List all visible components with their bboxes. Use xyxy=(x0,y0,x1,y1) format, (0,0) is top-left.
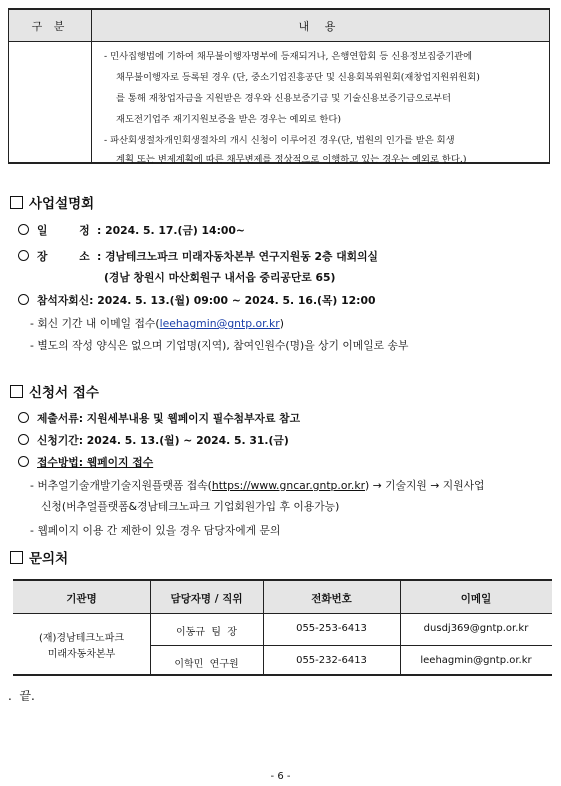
application-step-inquiry: - 웹페이지 이용 간 제한이 있을 경우 담당자에게 문의 xyxy=(30,524,281,537)
briefing-note-email: - 회신 기간 내 이메일 접수(leehagmin@gntp.or.kr) xyxy=(30,317,284,330)
org-name: (재)경남테크노파크 xyxy=(38,633,125,644)
circle-bullet-icon xyxy=(18,412,29,423)
briefing-address: (경남 창원시 마산회원구 내서읍 중리공단로 65) xyxy=(104,271,336,284)
application-step-signup: 신청(버추얼플랫폼&경남테크노파크 기업회원가입 후 이용가능) xyxy=(41,500,340,513)
criteria-table xyxy=(8,8,550,164)
circle-bullet-icon xyxy=(18,456,29,467)
content-line: 채무불이행자로 등록된 경우 (단, 중소기업진흥공단 및 신용회복위원회(재창업지원위원회) xyxy=(116,72,480,83)
circle-bullet-icon xyxy=(18,434,29,445)
website-link[interactable]: https://www.gncar.gntp.or.kr xyxy=(211,479,366,492)
content-line: - 민사집행법에 기하여 채무불이행자명부에 등재되거나, 은행연합회 등 신용정보집중기관에 xyxy=(104,51,473,62)
contact-email[interactable]: leehagmin@gntp.or.kr xyxy=(420,655,532,666)
org-division: 미래자동차본부 xyxy=(47,649,116,660)
page-number: - 6 - xyxy=(270,771,291,782)
circle-bullet-icon xyxy=(18,250,29,261)
header-org: 기관명 xyxy=(66,593,97,605)
content-line: - 파산회생절차개인회생절차의 개시 신청이 이루어진 경우(단, 법원의 인가를 받은 회생 xyxy=(104,135,455,146)
contact-person: 이동규 팀 장 xyxy=(175,627,237,638)
header-person: 담당자명 / 직위 xyxy=(170,593,243,605)
header-content: 내 용 xyxy=(298,20,342,33)
section-application-heading: 신청서 접수 xyxy=(10,381,99,401)
circle-bullet-icon xyxy=(18,224,29,235)
application-period: 신청기간: 2024. 5. 13.(월) ~ 2024. 5. 31.(금) xyxy=(18,433,289,448)
circle-bullet-icon xyxy=(18,294,29,305)
application-method: 접수방법: 웹페이지 접수 xyxy=(18,455,153,470)
contact-email[interactable]: dusdj369@gntp.or.kr xyxy=(423,623,529,634)
row-divider xyxy=(150,645,552,646)
application-docs: 제출서류: 지원세부내용 및 웹페이지 필수첨부자료 참고 xyxy=(18,411,300,426)
section-briefing-heading: 사업설명회 xyxy=(10,192,94,212)
briefing-note-form: - 별도의 작성 양식은 없으며 기업명(지역), 참여인원수(명)을 상기 이메일로 송부 xyxy=(30,339,409,352)
header-phone: 전화번호 xyxy=(311,593,352,605)
contact-phone: 055-232-6413 xyxy=(296,655,367,666)
contact-table xyxy=(13,579,552,676)
contact-person: 이학민 연구원 xyxy=(174,659,239,670)
checkbox-square-icon xyxy=(10,385,23,398)
content-line: 재도전기업주 재기지원보증을 받은 경우는 예외로 한다) xyxy=(116,114,341,125)
content-line: 계획 또는 변제계획에 따른 채무변제를 정상적으로 이행하고 있는 경우는 예외로 한다.) xyxy=(116,154,467,165)
section-contact-heading: 문의처 xyxy=(10,547,68,567)
application-step-url: - 버추얼기술개발기술지원플랫폼 접속(https://www.gncar.gntp.or.kr) → 기술지원 → 지원사업 xyxy=(30,479,485,492)
header-email: 이메일 xyxy=(460,593,492,605)
checkbox-square-icon xyxy=(10,551,23,564)
end-mark: . 끝. xyxy=(8,689,35,703)
briefing-date: 일 정: 2024. 5. 17.(금) 14:00~ xyxy=(18,223,245,238)
briefing-reply: 참석자회신: 2024. 5. 13.(월) 09:00 ~ 2024. 5. 16.(목) 12:00 xyxy=(18,293,375,308)
checkbox-square-icon xyxy=(10,196,23,209)
email-link[interactable]: leehagmin@gntp.or.kr xyxy=(159,317,280,330)
content-line: 를 통해 재창업자금을 지원받은 경우와 신용보증기금 및 기술신용보증기금으로부터 xyxy=(116,93,452,104)
contact-phone: 055-253-6413 xyxy=(296,623,367,634)
briefing-place: 장 소: 경남테크노파크 미래자동차본부 연구지원동 2층 대회의실 xyxy=(18,249,378,264)
header-category: 구 분 xyxy=(31,20,69,33)
